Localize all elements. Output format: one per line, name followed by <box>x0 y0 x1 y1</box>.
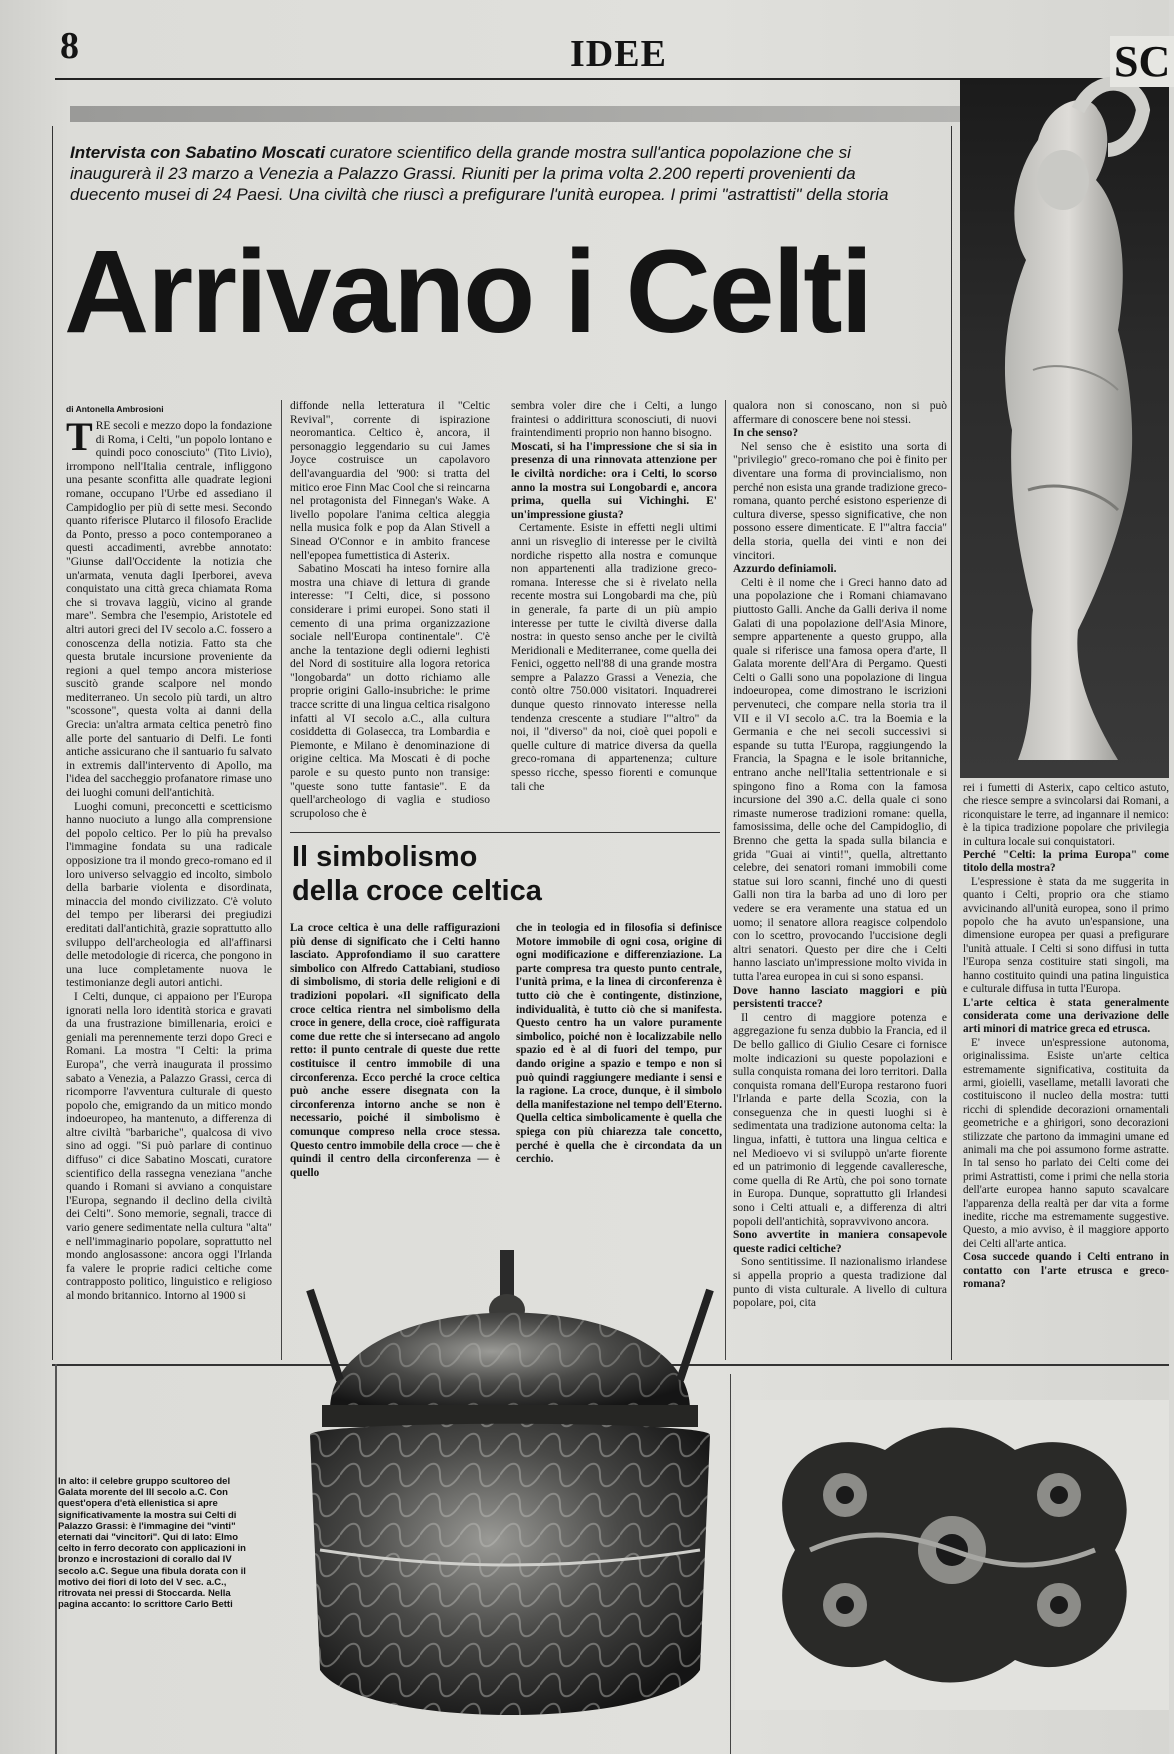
statue-figure-icon <box>978 70 1148 770</box>
col1-para-3: I Celti, dunque, ci appaiono per l'Europa ignorati nella loro identità storica e gravati da una frustrazione bimillenaria, eroici e geniali ma perennemente terzi dopo Greci e Romani. La mostra "I Celti: la prima Europa", che verrà inaugurata il prossimo sabato a Venezia, a Palazzo Grassi, cerca di ricomporre l'avventura culturale di questo popolo che, emigrando da un mitico mondo indoeuropeo, ha mantenuto, a differenza di altre civiltà "barbariche", qualcosa di vivo sino ad oggi. "Si può parlare di continuo diffuso" ci dice Sabatino Moscati, curatore scientifico della rassegna veneziana "anche quando i Romani si avviano a conquistare l'Europa, segnando il declino della civiltà dei Celti". Sono memorie, segnali, tracce di vario genere sedimentate nella cultura "alta" e nell'immaginario popolare, soprattutto nel mondo anglosassone: ancora oggi l'Irlanda fa valere le proprie radici celtiche come contrapposto politico, linguistico e religioso al mondo britannico. Intorno al 1900 si <box>66 990 272 1302</box>
lead-band <box>70 106 960 122</box>
col2-para-1: diffonde nella letteratura il "Celtic Revival", corrente di ispirazione neoromantica. Celtico è, ancora, il personaggio leggendario su cui James Joyce costruisce un capolavoro dell'avanguardia del '900: si tratta del mitico eroe Finn Mac Cool che si reincarna nel protagonista del Finnegan's Wake. A livello popolare l'anima celtica aleggia nella musica folk e pop da Alan Stivell a Sinead O'Connor e in ambito francese nell'epopea fumettistica di Asterix. <box>290 400 490 562</box>
section-title: IDEE <box>570 33 667 75</box>
lead-paragraph <box>70 142 930 205</box>
col3-para-2: Certamente. Esiste in effetti negli ultimi anni un risveglio di interesse per le civiltà nordiche rispetto alla nostra e comunque non appartenenti alla tradizione greco-romana. Interesse che si è rivelato nella recente mostra sui Longobardi ma che, più in generale, fa parte di un più ampio interesse per tutte le civiltà diverse dalla nostra: in questo senso anche per le civiltà Meridionali e Mediterranee, come quella dei Fenici, oggetto nell'88 di una grande mostra sempre a Palazzo Grassi a Venezia, che contò oltre 750.000 visitatori. Inquadrerei dunque questo rinnovato interesse nella tendenza crescente a studiare l'"altro" da noi, il "diverso" da noi, cioè quei popoli e quelle culture di matrice diversa da quella greco-romana di appartenenza; culture spesso ricche, spesso fiorenti e comunque tali che <box>511 522 717 793</box>
page-number: 8 <box>60 25 79 67</box>
col2-para-2: Sabatino Moscati ha inteso fornire alla mostra una chiave di lettura di grande interesse: "I Celti, dice, si possono considerare i primi europei. Sono stati il cemento di una prima organizzazione sociale nell'Europa continentale". C'è anche la tentazione degli odierni leghisti del Nord di sostituire alla logora retorica "longobarda" un dotto richiamo alle proprie origini Gallo-insubriche: le prime tracce scritte di una lingua celtica risalgono infatti al VI secolo a.C., alla cultura cosiddetta di Golasecca, tra Lombardia e Piemonte, e Milano è denominazione di origine celtica. Ma Moscati è di poche parole e su questo punto non transige: "queste sono tutte fantasie". E da quell'archeologo di vaglia e studioso scrupoloso che è <box>290 563 490 820</box>
col7-question-3: Cosa succede quando i Celti entrano in contatto con l'arte etrusca e greco-romana? <box>963 1251 1169 1291</box>
column-rule <box>281 400 282 1360</box>
byline: di Antonella Ambrosioni <box>66 404 164 414</box>
col4-para-4: Il centro di maggiore potenza e aggregazione fu senza dubbio la Francia, ed il De bello gallico di Giulio Cesare ci fornisce molte indicazioni su queste popolazioni e sulla conquista romana dei loro territori. Dalla conquista romana dell'Europa restarono fuori l'Irlanda e parte della Scozia, con la conseguenza che in questi luoghi si è sedimentata una tradizione autonoma celta: la lingua, infatti, è tuttora una lingua celtica e nel Medioevo vi si sviluppò un'arte fiorente ed un patrimonio di leggende cavalleresche, come quella di Re Artù, che poi sono tornate in Europa. Dunque, soprattutto gli Irlandesi sono i Celti attuali e, a differenza di altri popoli dell'antichità, sopravvivono ancora. <box>733 1011 947 1228</box>
col4-question-4: Sono avvertite in maniera consapevole queste radici celtiche? <box>733 1229 947 1255</box>
next-page-fragment: SC <box>1110 36 1174 87</box>
col4-question-3: Dove hanno lasciato maggiori e più persistenti tracce? <box>733 984 947 1011</box>
article-column-4 <box>733 400 947 1360</box>
col1-para-1: RE secoli e mezzo dopo la fondazione di Roma, i Celti, "un popolo lontano e quindi poco conosciuto" (Tito Livio), irrompono nell'Italia centrale, infliggono una pesante sconfitta alle quadrate legioni romane, occupano l'Urbe ed assediano il Campidoglio per più di sette mesi. Secondo quanto riferisce Plutarco il filosofo Eraclide da Ponto, presso a poco contemporaneo a questi accadimenti, avrebbe annotato: "Giunse dall'Occidente la notizia che un'armata, venuta dagli Iperborei, aveva conquistato una città greca chiamata Roma che si trovava laggiù, vicino al grande mare". Sembra che l'esempio, Aristotele ed altri autori greci del IV secolo a.C. fossero a conoscenza della notizia. Fatto sta che questa brutale incursione proveniente da regioni a quel tempo ancora misteriose suscitò grande scalpore nel mondo mediterraneo. Un secolo più tardi, un altro "scossone", questa volta ai danni della Grecia: un'altra armata celtica penetrò fino alle porte del santuario di Delfi. Le fonti antiche assicurano che il santuario fu salvato in extremis dall'intervento di Apollo, ma l'idea del saccheggio profanatore rimase uno dei luoghi comuni dell'antichità. <box>66 420 272 800</box>
sidebar-rule <box>290 832 720 833</box>
col4-para-2: Nel senso che è esistito una sorta di "privilegio" greco-romano che poi è finito per diventare una forma di provincialismo, non perché non esista una grande tradizione greco-romana, quanto perché esistono esperienze di cultura diverse, spesso significative, che non possono essere dimenticate. E l'"altra faccia" della storia, quella dei vinti e non dei vincitori. <box>733 440 947 562</box>
lead-text: curatore scientifico della grande mostra sull'antica popolazione che si inaugurerà il 23 marzo a Venezia a Palazzo Grassi. Riuniti per la prima volta 2.200 reperti provenienti da duecento musei di 24 Paesi. Una civiltà che riuscì a prefigurare l'unità europea. I primi "astrattisti" della storia <box>70 143 889 204</box>
photo-divider <box>730 1374 731 1754</box>
col7-para-2: L'espressione è stata da me suggerita in quanto i Celti, proprio ora che stiamo avvicinando all'unità europea, sono il primo popolo che ha avuto un'espansione, una dimensione europea per quasi a prefigurare l'unità attuale. I Celti si sono diffusi in tutta l'Europa senza costituire stati singoli, ma hanno costituito quindi una patina linguistica e culturale diffusa in tutta l'Europa. <box>963 875 1169 996</box>
article-column-1 <box>66 414 272 1360</box>
gold-fibula-icon <box>735 1400 1169 1710</box>
col4-question-1: In che senso? <box>733 427 799 440</box>
sidebar-column-2 <box>516 922 722 1222</box>
col7-para-3: E' invece un'espressione autonoma, originalissima. Esiste un'arte celtica estremamente significativa, costituita da armi, gioielli, vasellame, metalli lavorati che costituiscono il nucleo della mostra: tutti ricchi di splendide decorazioni ornamentali geometriche e a ghirigori, sono decorazioni stilizzate che partono da immagini umane ed animali ma che poi assumono forme astratte. In tal senso ho parlato dei Celti come dei primi Astrattisti, come i primi che nella storia dell'arte europea hanno saputo scavalcare l'apparenza della realtà per dar vita a forme inedite, ricche ma estremamente suggestive. Questo, a mio avviso, è il maggiore apporto dei Celti all'arte antica. <box>963 1036 1169 1250</box>
col3-para-1: sembra voler dire che i Celti, a lungo fraintesi o addirittura sconosciuti, di nuovi fraintendimenti proprio non hanno bisogno. <box>511 400 717 440</box>
sidebar-column-1 <box>290 922 500 1222</box>
sidebar-headline <box>292 840 722 908</box>
article-column-2 <box>290 400 490 820</box>
column-rule <box>725 400 726 1360</box>
col4-para-3: Celti è il nome che i Greci hanno dato ad una popolazione che i Romani chiamavano piuttosto Galli. Anche da Galli deriva il nome Galati di una popolazione dell'Asia Minore, sempre appartenente a questo gruppo, alla quale si riferisce una famosa opera d'arte, Il Galata morente dell'Ara di Pergamo. Questi Celti o Galli sono una popolazione di lingua indoeuropea, come dimostrano le iscrizioni pervenuteci, che compare nella storia tra il VII e il VI secolo a.C. tra la Boemia e la Germania e che nei secoli successivi si espande su tutta l'Europa, raggiungendo la Francia, la Spagna e le isole britanniche, entrano anche nell'Italia settentrionale e si spingono fino a Roma con la famosa incursione del 390 a.C. della quale ci sono rimaste numerose tradizioni romane: quella, famosissima, delle oche del Campidoglio, di Brenno che getta la spada sulla bilancia e grida "Guai ai vinti!", quella, altrettanto celebre, dei senatori romani immobili come statue sui loro scanni, finché uno di questi Galli non tira la barba ad uno di loro per vedere se era veramente una statua ed un uomo; il senatore allora reagisce colpendolo con lo scettro, provocando l'uccisione degli altri senatori. Questo per dire che i Celti hanno lasciato un'impressione molto vivida in tutta l'area europea in cui si sono espansi. <box>733 576 947 983</box>
col1-para-2: Luoghi comuni, preconcetti e scetticismo hanno nuociuto a lungo alla comprensione del popolo celtico. Per lo più ha prevalso l'immagine fondata su una radicale opposizione tra il mondo greco-romano ed il loro universo selvaggio ed incolto, simbolo della barbarie violenta e disordinata, minaccia del mondo civilizzato. C'è voluto del tempo per liberarsi dei pregiudizi ereditati dall'antichità, grazie soprattutto allo sviluppo dell'archeologia ed all'affinarsi delle metodologie di ricerca, che pongono in una luce completamente nuova le testimonianze degli autori antichi. <box>66 800 272 990</box>
sidebar-headline-line-2: della croce celtica <box>292 875 542 907</box>
col7-para-1: rei i fumetti di Asterix, capo celtico astuto, che riesce sempre a svincolarsi dai Romani, a riconquistare le terre, ad ingannare il nemico: è la tipica tradizione popolare che privilegia in cultura locale sui conquistatori. <box>963 782 1169 848</box>
article-column-5 <box>963 782 1169 1362</box>
sidebar-headline-line-1: Il simbolismo <box>292 841 478 873</box>
lead-bold: Intervista con Sabatino Moscati <box>70 143 326 162</box>
article-column-3 <box>511 400 717 800</box>
headline: Arrivano i Celti <box>64 226 872 358</box>
sidebar-text-1: La croce celtica è una delle raffigurazioni più dense di significato che i Celti hanno lasciato. Approfondiamo il suo carattere simbolico con Alfredo Cattabiani, studioso di simbolismo, di storia delle religioni e di tradizioni popolari. «Il significato della croce celtica rientra nel simbolismo della croce in genere, della croce, cioè raffigurata come due rette che si intersecano ad angolo retto: il punto centrale di queste due rette costituisce il centro immobile di una circonferenza. Ecco perché la croce celtica può anche essere disegnata con la circonferenza intorno anche se non è necessario, poiché il simbolismo è comunque compreso nella croce stessa. Questo centro immobile della croce — che è quindi il centro della circonferenza — è quello <box>290 922 500 1179</box>
bottom-frame-left <box>55 1364 57 1754</box>
col4-question-2: Azzurdo definiamoli. <box>733 563 837 576</box>
col4-para-5: Sono sentitissime. Il nazionalismo irlandese si appella proprio a questa tradizione dal punto di vista culturale. A livello di cultura popolare, poi, cita <box>733 1256 947 1310</box>
drop-cap: T <box>66 414 93 459</box>
col7-question-1: Perché "Celti: la prima Europa" come titolo della mostra? <box>963 849 1169 875</box>
col4-para-1: qualora non si conoscano, non si può affermare di conoscere bene noi stessi. <box>733 400 947 426</box>
sidebar-text-2: che in teologia ed in filosofia si definisce Motore immobile di ogni cosa, origine di ogni modificazione e differenziazione. La parte compresa tra questo punto centrale, l'unità prima, e la linea di circonferenza è tutto ciò che è contingente, distinzione, individualità, è tutto ciò che si manifesta. Questo centro ha un valore puramente simbolico, poiché non è localizzabile nello spazio ed è al di fuori del tempo, pur dando origine a spazio e tempo e non si può quindi raggiungere mediante i sensi e la ragione. La croce, dunque, è il simbolo della manifestazione nel tempo dell'Eterno. Quella celtica simbolicamente è quella che spiega con più chiarezza tale concetto, perché è quella che è circondata da un cerchio. <box>516 922 723 1166</box>
helmet-vessel-icon <box>300 1250 720 1750</box>
col7-question-2: L'arte celtica è stata generalmente considerata come una derivazione delle arti minori di matrice greca ed etrusca. <box>963 996 1169 1036</box>
col3-question-1: Moscati, si ha l'impressione che si sia in presenza di una rinnovata attenzione per le civiltà nordiche: ora i Celti, lo scorso anno la mostra sui Longobardi e, ancora prima, quella sui Vichinghi. E' un'impressione giusta? <box>511 440 717 521</box>
photo-caption: In alto: il celebre gruppo scultoreo del Galata morente del III secolo a.C. Con quest'opera d'età ellenistica si apre significativamente la mostra sui Celti di Palazzo Grassi: è l'immagine dei "vinti" eternati dai "vincitori". Qui di lato: Elmo celto in ferro decorato con applicazioni in bronzo e incrostazioni di corallo dal IV secolo a.C. Segue una fibula dorata con il motivo dei fiori di loto del V sec. a.C., ritrovata nei pressi di Stoccarda. Nella pagina accanto: lo scrittore Carlo Betti <box>58 1476 246 1611</box>
